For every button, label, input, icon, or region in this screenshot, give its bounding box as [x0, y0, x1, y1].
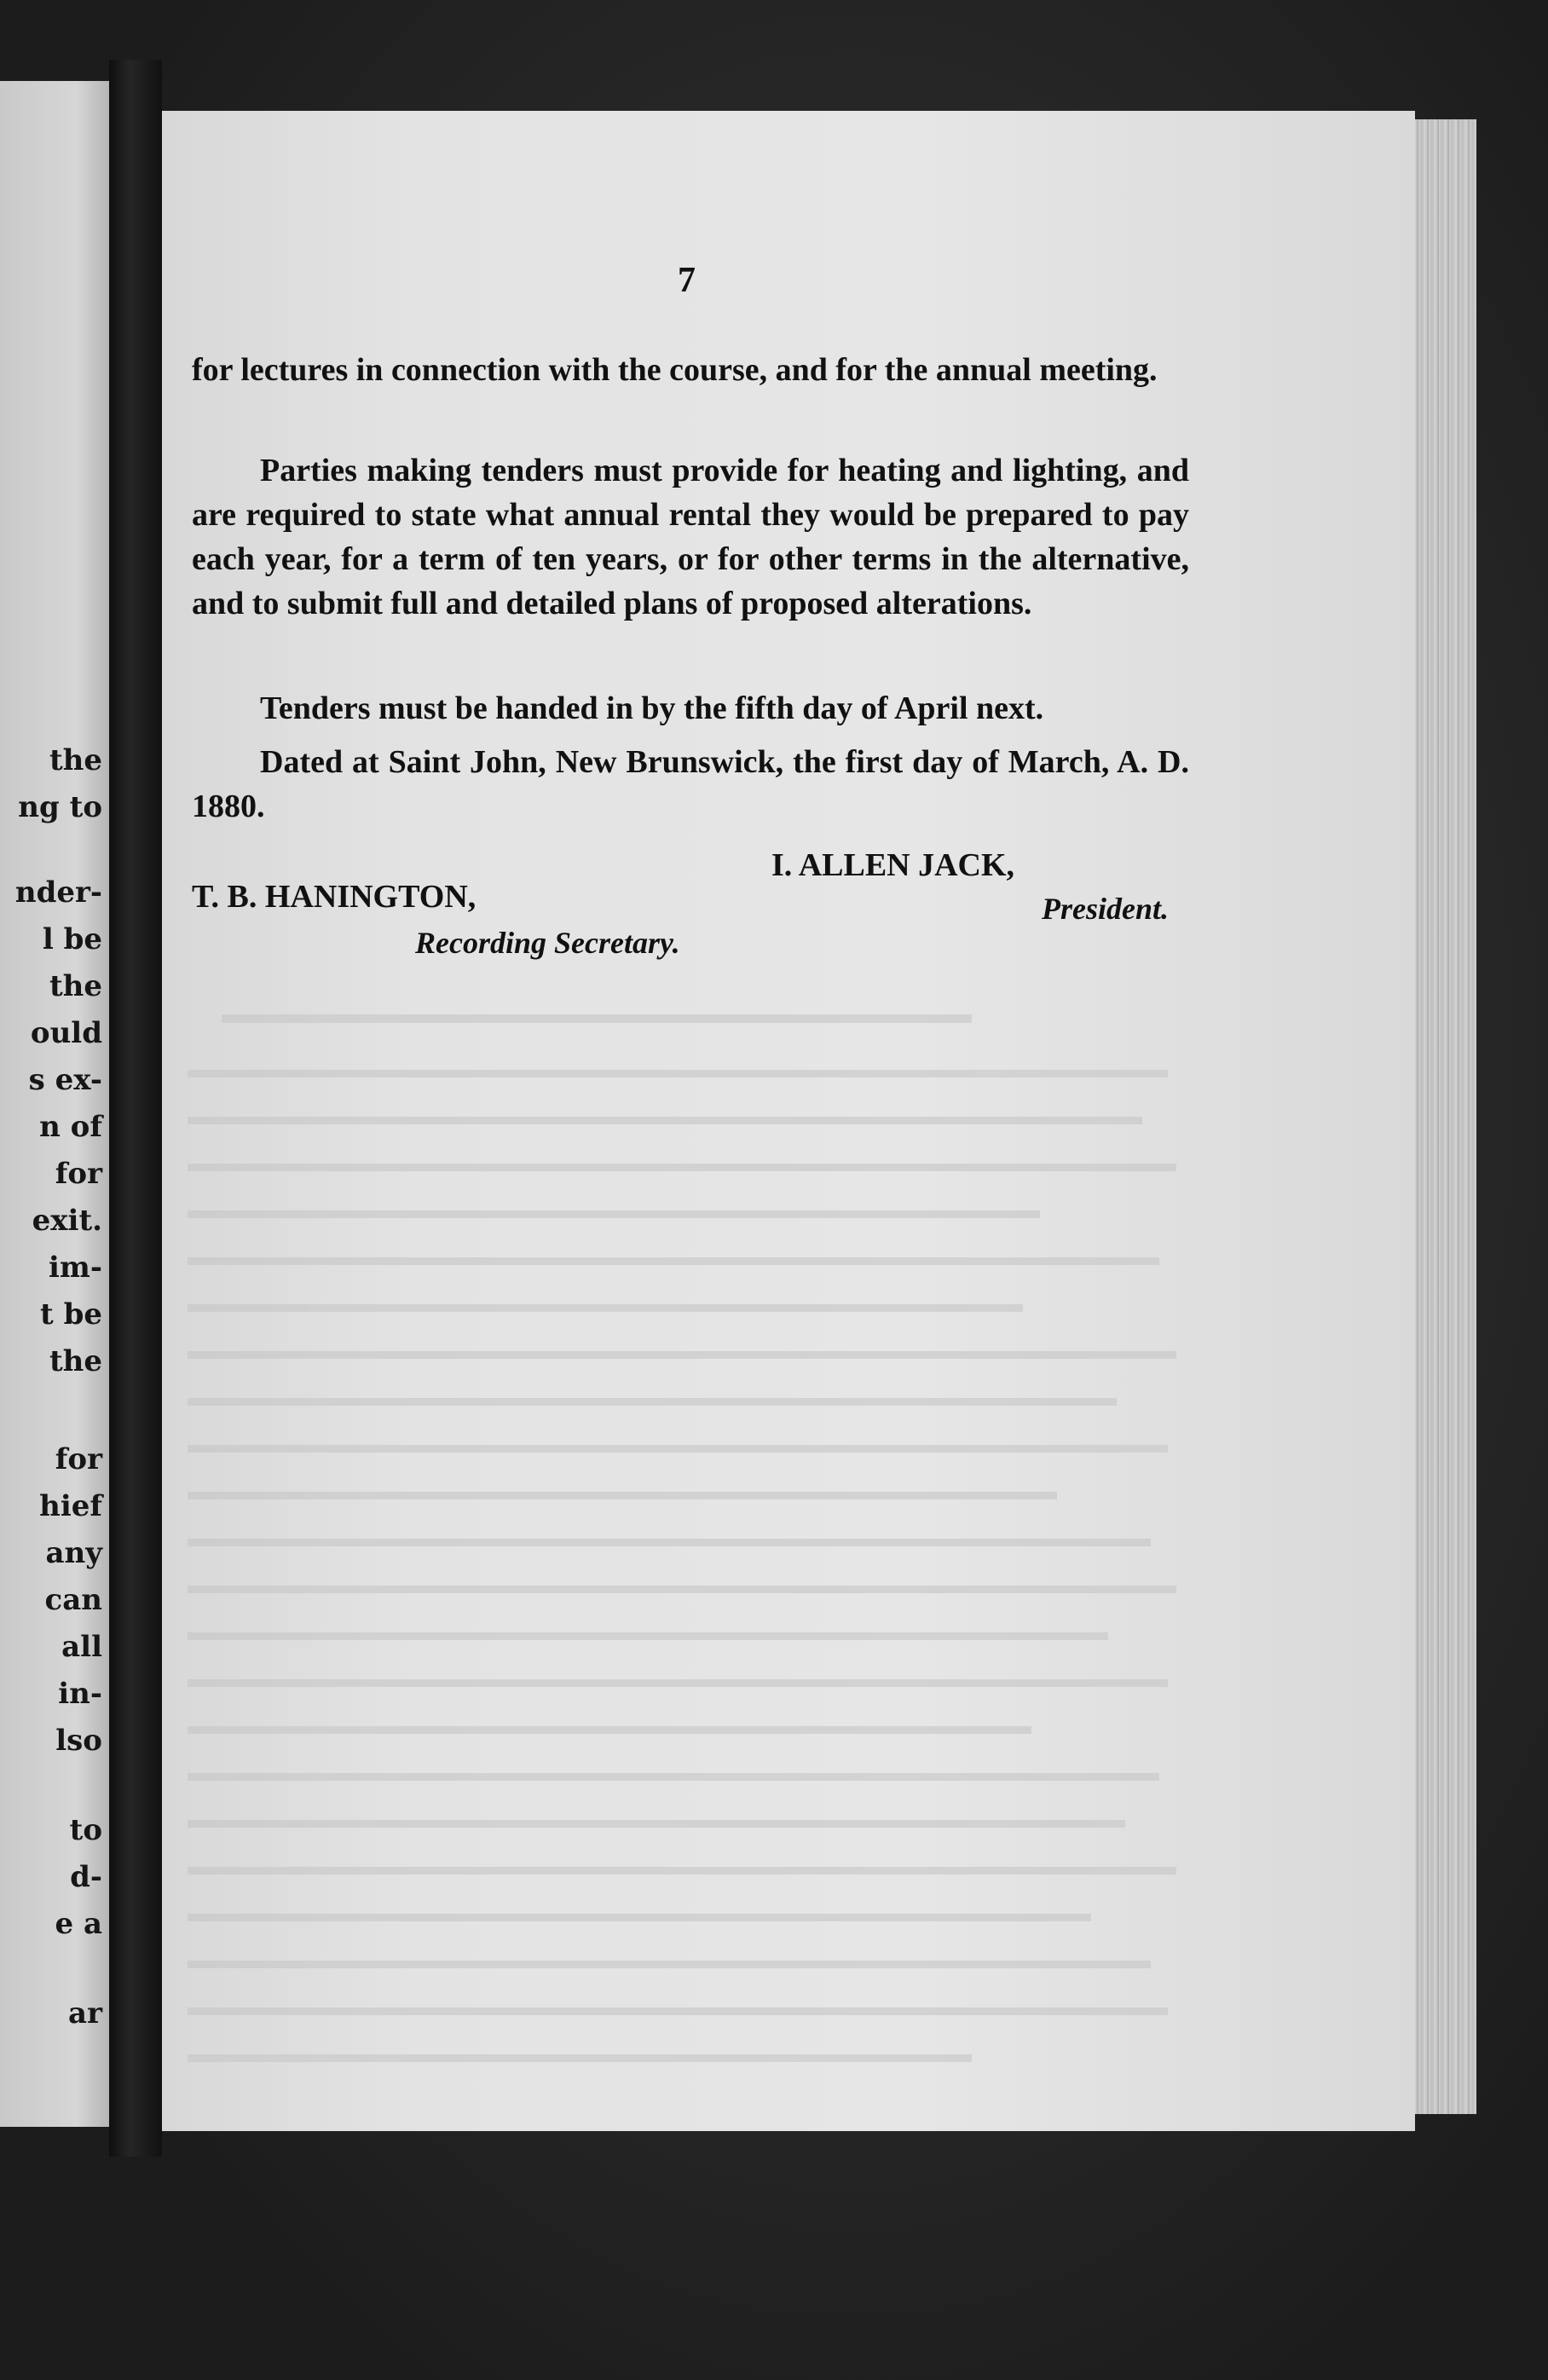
left-page-fragment: ould [30, 1016, 102, 1050]
left-page-fragment: n of [39, 1110, 102, 1144]
left-page-fragment: ng to [18, 790, 102, 824]
left-page-fragment: im- [48, 1251, 102, 1285]
paragraph-tenders-requirements: Parties making tenders must provide for heating and lighting, and are required to state what annual rental they would be prepared to pay each year, for a term of ten years, or for other terms in the alternative, and to submit full and detailed plans of proposed alterations. [192, 453, 1189, 621]
left-page-fragment: for [55, 1442, 102, 1476]
paragraph-tender-deadline: Tenders must be handed in by the fifth day of April next. [260, 690, 1044, 726]
left-page-fragment: the [49, 743, 102, 777]
left-page-fragment: e a [55, 1907, 102, 1941]
left-page-fragment: hief [39, 1489, 102, 1523]
secretary-title: Recording Secretary. [415, 926, 680, 960]
left-page-fragment: can [44, 1583, 102, 1617]
left-page-fragment: for [55, 1157, 102, 1191]
page-stack-edge [1408, 119, 1476, 2114]
left-page-fragment: l be [42, 922, 102, 956]
paragraph-continuation: for lectures in connection with the course, and for the annual meeting. [192, 352, 1158, 388]
left-page-fragment: d- [70, 1860, 102, 1894]
left-page-fragment: s ex- [28, 1063, 102, 1097]
paragraph-dated: Dated at Saint John, New Brunswick, the first day of March, A. D. 1880. [192, 744, 1189, 824]
book-gutter [109, 60, 162, 2157]
show-through-texture [188, 980, 1202, 2106]
left-page-fragment: the [49, 969, 102, 1003]
left-page-fragment: the [49, 1344, 102, 1378]
page-number: 7 [678, 261, 696, 300]
left-page-fragment: nder- [14, 875, 102, 910]
left-page-fragment: t be [40, 1297, 102, 1332]
left-page-fragment: any [45, 1536, 102, 1570]
left-page-fragment: exit. [32, 1204, 102, 1238]
left-page-fragment: all [61, 1630, 102, 1664]
left-page-fragment: in- [58, 1677, 102, 1711]
president-name: I. ALLEN JACK, [771, 847, 1015, 883]
left-page-fragment: lso [55, 1724, 102, 1758]
left-page-fragment: to [69, 1813, 102, 1847]
secretary-name: T. B. HANINGTON, [192, 879, 477, 915]
president-title: President. [1042, 892, 1169, 926]
left-page-fragment: ar [68, 1996, 102, 2031]
left-facing-page [0, 81, 109, 2127]
